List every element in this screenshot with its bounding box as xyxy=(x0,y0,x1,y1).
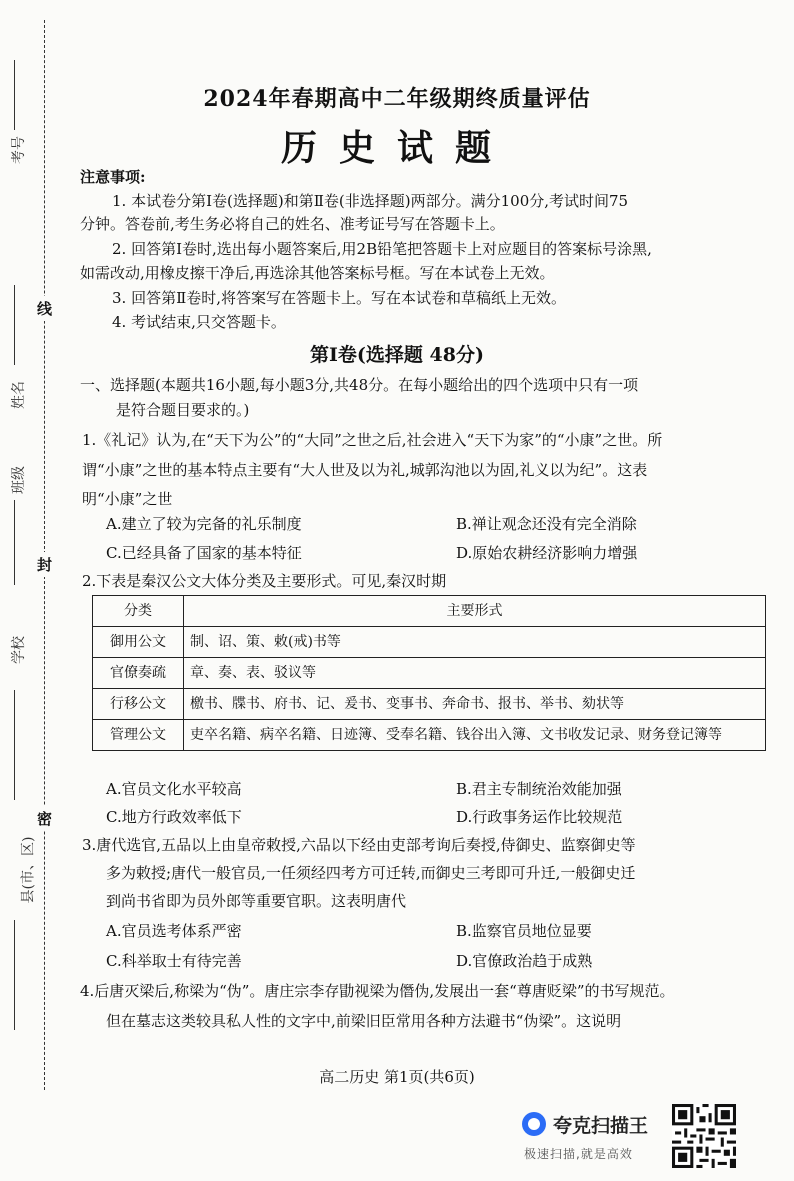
question-3-stem: 3.唐代选官,五品以上由皇帝敕授,六品以下经由吏部考询后奏授,侍御史、监察御史等 xyxy=(82,836,636,854)
margin-label-class: 班级 xyxy=(11,466,27,494)
margin-rule-class xyxy=(14,500,15,585)
scanner-app-name: 夸克扫描王 xyxy=(553,1115,649,1137)
question-1-option-a: A.建立了较为完备的礼乐制度 xyxy=(106,515,302,533)
question-1-stem: 谓“小康”之世的基本特点主要有“大人世及以为礼,城郭沟池以为固,礼义以为纪”。这表 xyxy=(82,461,648,479)
page-footer: 高二历史 第1页(共6页) xyxy=(319,1068,475,1086)
margin-rule-school xyxy=(14,690,15,800)
table-cell-forms: 章、奏、表、驳议等 xyxy=(184,658,766,689)
question-1-option-d: D.原始农耕经济影响力增强 xyxy=(456,544,638,562)
question-1-option-c: C.已经具备了国家的基本特征 xyxy=(106,544,302,562)
table-row xyxy=(93,627,766,658)
margin-label-county: 县(市、区) xyxy=(20,836,37,904)
notice-heading: 注意事项: xyxy=(80,168,146,186)
table-cell-category: 行移公文 xyxy=(93,689,184,720)
notice-line: 2. 回答第Ⅰ卷时,选出每小题答案后,用2B铅笔把答题卡上对应题目的答案标号涂黑, xyxy=(112,240,652,258)
quark-logo-icon xyxy=(522,1112,546,1136)
section-intro: 是符合题目要求的。) xyxy=(116,401,250,419)
section-intro: 一、选择题(本题共16小题,每小题3分,共48分。在每小题给出的四个选项中只有一项 xyxy=(80,376,639,394)
table-header-category: 分类 xyxy=(93,596,184,627)
qr-code-icon xyxy=(672,1104,736,1168)
table-row xyxy=(93,720,766,751)
notice-line: 4. 考试结束,只交答题卡。 xyxy=(112,313,286,331)
question-4-stem: 但在墓志这类较具私人性的文字中,前梁旧臣常用各种方法避书“伪梁”。这说明 xyxy=(106,1012,622,1030)
document-types-table xyxy=(92,595,766,751)
question-1-stem: 1.《礼记》认为,在“天下为公”的“大同”之世之后,社会进入“天下为家”的“小康”之世。所 xyxy=(82,431,663,449)
margin-rule-county xyxy=(14,920,15,1030)
question-2-option-a: A.官员文化水平较高 xyxy=(106,780,242,798)
question-3-option-d: D.官僚政治趋于成熟 xyxy=(456,952,593,970)
exam-title: 2024年春期高中二年级期终质量评估 xyxy=(203,86,591,112)
question-2-option-b: B.君主专制统治效能加强 xyxy=(456,780,622,798)
table-cell-forms: 檄书、牒书、府书、记、爰书、变事书、奔命书、报书、举书、劾状等 xyxy=(184,689,766,720)
subject-title: 历史试题 xyxy=(280,127,513,169)
question-2-stem: 2.下表是秦汉公文大体分类及主要形式。可见,秦汉时期 xyxy=(82,572,447,590)
scanner-app-slogan: 极速扫描,就是高效 xyxy=(524,1147,633,1161)
table-row xyxy=(93,689,766,720)
question-3-option-a: A.官员选考体系严密 xyxy=(106,922,242,940)
section-title: 第Ⅰ卷(选择题 48分) xyxy=(310,344,484,366)
notice-line: 如需改动,用橡皮擦干净后,再选涂其他答案标号框。写在本试卷上无效。 xyxy=(80,264,555,282)
question-3-option-c: C.科举取士有待完善 xyxy=(106,952,242,970)
margin-char-seal: 封 xyxy=(37,552,52,577)
table-header-row xyxy=(93,596,766,627)
notice-line: 3. 回答第Ⅱ卷时,将答案写在答题卡上。写在本试卷和草稿纸上无效。 xyxy=(112,289,567,307)
notice-line: 1. 本试卷分第Ⅰ卷(选择题)和第Ⅱ卷(非选择题)两部分。满分100分,考试时间75 xyxy=(112,192,629,210)
table-cell-forms: 制、诏、策、敕(戒)书等 xyxy=(184,627,766,658)
question-2-option-c: C.地方行政效率低下 xyxy=(106,808,242,826)
margin-label-name: 姓名 xyxy=(11,381,27,409)
question-3-stem: 到尚书省即为员外郎等重要官职。这表明唐代 xyxy=(106,892,407,910)
question-3-stem: 多为敕授;唐代一般官员,一任须经四考方可迁转,而御史三考即可升迁,一般御史迁 xyxy=(106,864,636,882)
notice-line: 分钟。答卷前,考生务必将自己的姓名、准考证号写在答题卡上。 xyxy=(80,215,505,233)
table-cell-forms: 吏卒名籍、病卒名籍、日迹簿、受奉名籍、钱谷出入簿、文书收发记录、财务登记簿等 xyxy=(184,720,766,751)
margin-char-line: 线 xyxy=(37,296,52,321)
question-2-option-d: D.行政事务运作比较规范 xyxy=(456,808,623,826)
question-1-option-b: B.禅让观念还没有完全消除 xyxy=(456,515,637,533)
margin-label-school: 学校 xyxy=(11,636,27,664)
margin-label-exam-no: 考号 xyxy=(11,136,27,164)
question-4-stem: 4.后唐灭梁后,称梁为“伪”。唐庄宗李存勖视梁为僭伪,发展出一套“尊唐贬梁”的书写规范。 xyxy=(80,982,675,1000)
table-cell-category: 官僚奏疏 xyxy=(93,658,184,689)
table-header-forms: 主要形式 xyxy=(184,596,766,627)
question-3-option-b: B.监察官员地位显要 xyxy=(456,922,592,940)
margin-char-secret: 密 xyxy=(37,806,52,831)
table-row xyxy=(93,658,766,689)
table-cell-category: 管理公文 xyxy=(93,720,184,751)
question-1-stem: 明“小康”之世 xyxy=(82,490,173,508)
table-cell-category: 御用公文 xyxy=(93,627,184,658)
